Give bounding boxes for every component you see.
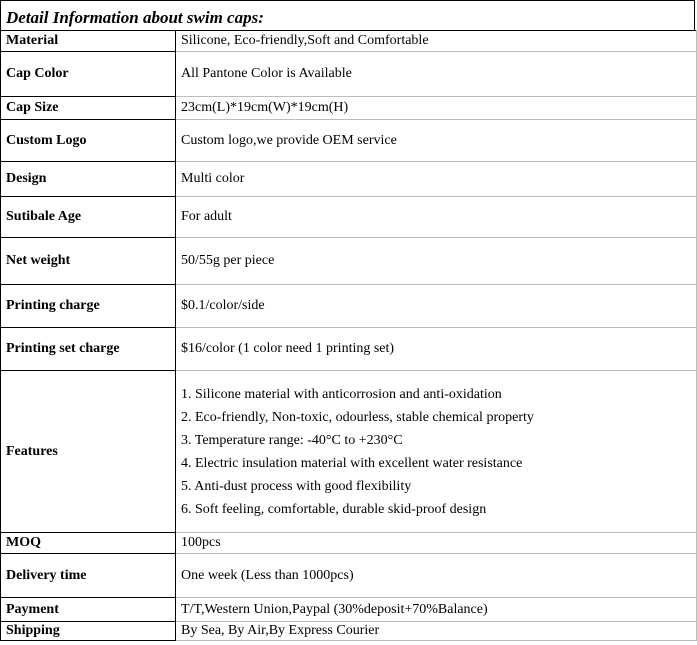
feature-item: 6. Soft feeling, comfortable, durable skid-proof design xyxy=(181,501,487,517)
table-row-custom-logo xyxy=(1,120,697,162)
row-label: Features xyxy=(1,371,176,533)
table-row-net-weight xyxy=(1,238,697,285)
row-value: Multi color xyxy=(176,162,697,197)
row-label: Payment xyxy=(1,598,176,622)
row-value: 50/55g per piece xyxy=(176,238,697,285)
table-row-design xyxy=(1,162,697,197)
row-value xyxy=(176,371,697,533)
row-label: Cap Size xyxy=(1,97,176,120)
table-row-moq xyxy=(1,533,697,554)
row-value: Custom logo,we provide OEM service xyxy=(176,120,697,162)
feature-item: 2. Eco-friendly, Non-toxic, odourless, stable chemical property xyxy=(181,409,534,425)
table-row-material xyxy=(1,31,697,52)
row-label: Net weight xyxy=(1,238,176,285)
row-label: Shipping xyxy=(1,622,176,641)
row-value: 23cm(L)*19cm(W)*19cm(H) xyxy=(176,97,697,120)
row-label: Cap Color xyxy=(1,52,176,97)
row-label: MOQ xyxy=(1,533,176,554)
row-label: Printing set charge xyxy=(1,328,176,371)
row-value: 100pcs xyxy=(176,533,697,554)
row-value: Silicone, Eco-friendly,Soft and Comfortable xyxy=(176,31,697,52)
table-row-delivery-time xyxy=(1,554,697,598)
table-row-cap-size xyxy=(1,97,697,120)
row-value: $0.1/color/side xyxy=(176,285,697,328)
table-row-age xyxy=(1,197,697,238)
table-row-payment xyxy=(1,598,697,622)
table-row-shipping xyxy=(1,622,697,641)
title-row xyxy=(0,0,695,30)
page-title: Detail Information about swim caps: xyxy=(6,8,264,27)
row-label: Sutibale Age xyxy=(1,197,176,238)
row-label: Delivery time xyxy=(1,554,176,598)
table-row-printing-set-charge xyxy=(1,328,697,371)
row-value: One week (Less than 1000pcs) xyxy=(176,554,697,598)
feature-item: 4. Electric insulation material with excellent water resistance xyxy=(181,455,523,471)
feature-item: 5. Anti-dust process with good flexibility xyxy=(181,478,412,494)
row-value: For adult xyxy=(176,197,697,238)
row-value: All Pantone Color is Available xyxy=(176,52,697,97)
row-label: Printing charge xyxy=(1,285,176,328)
row-label: Custom Logo xyxy=(1,120,176,162)
row-value: $16/color (1 color need 1 printing set) xyxy=(176,328,697,371)
spec-table xyxy=(0,30,697,641)
feature-item: 1. Silicone material with anticorrosion and anti-oxidation xyxy=(181,386,502,402)
feature-item: 3. Temperature range: -40°C to +230°C xyxy=(181,432,403,448)
table-row-cap-color xyxy=(1,52,697,97)
row-value: T/T,Western Union,Paypal (30%deposit+70%Balance) xyxy=(176,598,697,622)
table-row-features xyxy=(1,371,697,533)
row-label: Material xyxy=(1,31,176,52)
row-label: Design xyxy=(1,162,176,197)
row-value: By Sea, By Air,By Express Courier xyxy=(176,622,697,641)
table-row-printing-charge xyxy=(1,285,697,328)
